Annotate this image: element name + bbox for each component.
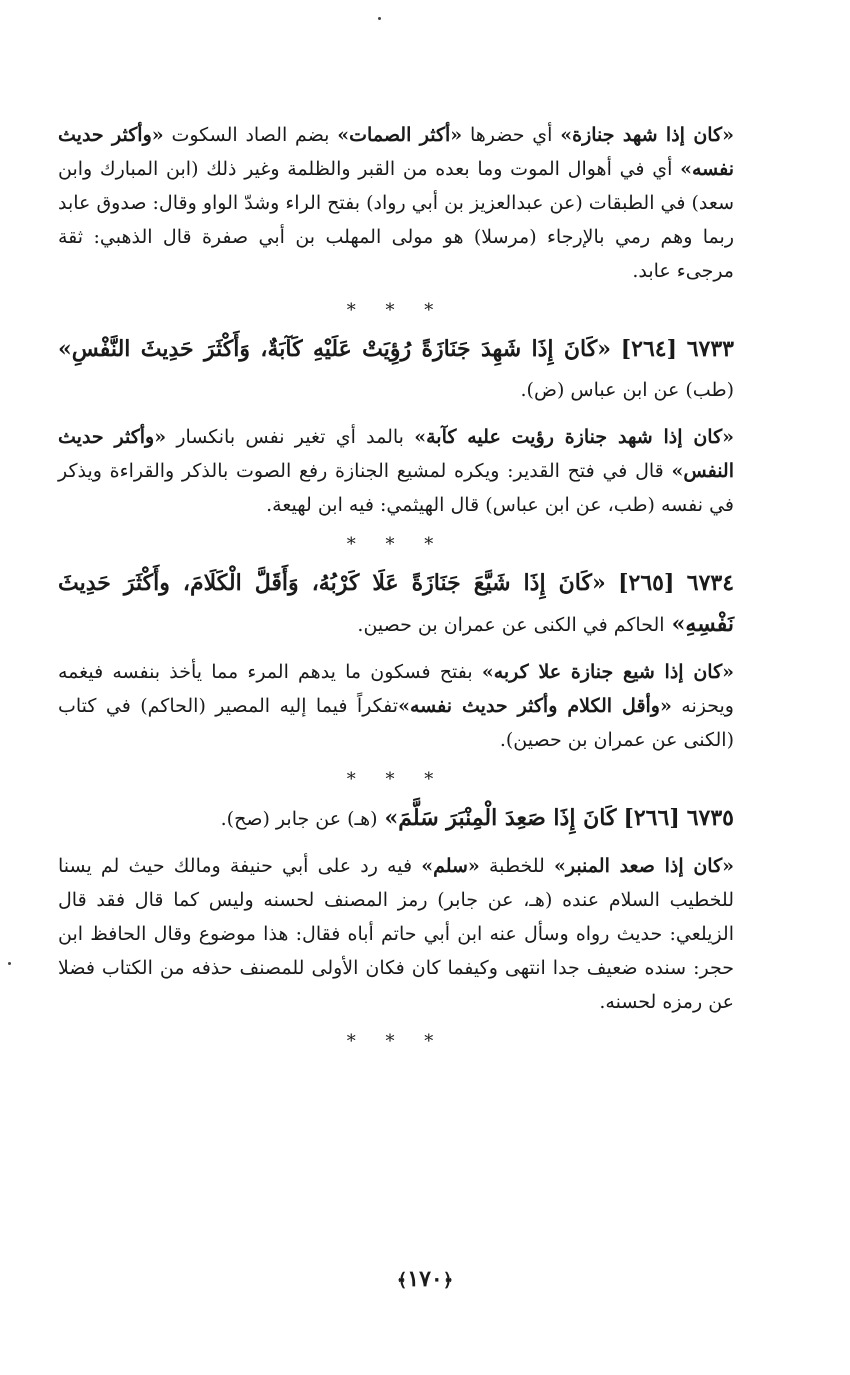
commentary-paragraph: [58, 118, 734, 288]
section-separator: * * *: [346, 300, 446, 321]
section-separator: * * *: [346, 534, 446, 555]
hadith-entry: [58, 798, 734, 839]
commentary-paragraph: [58, 420, 734, 522]
commentary-text: قال في فتح القدير: ويكره لمشيع الجنازة رفع الصوت بالذكر والقراءة ويذكر في نفسه (طب، عن ابن عباس) قال الهيثمي: فيه ابن لهيعة.: [58, 460, 734, 516]
commentary-text: أي حضرها: [462, 124, 561, 146]
folio-number: ١٧٠: [407, 1266, 443, 1292]
commentary-text: تفكراً فيما إليه المصير (الحاكم) في كتاب (الكنى عن عمران بن حصين).: [58, 695, 734, 751]
quoted-hadith-text: «كان إذا شيع جنازة علا كربه»: [481, 661, 734, 683]
hadith-text: «كَانَ إِذَا شَهِدَ جَنَازَةً رُؤِيَتْ عَلَيْهِ كَآبَةٌ، وَأَكْثَرَ حَدِيثَ النَّفْسِ»: [58, 336, 611, 362]
section-separator: * * *: [346, 1031, 446, 1052]
hadith-text: «كَانَ إِذَا شَيَّعَ جَنَازَةً عَلَا كَرْبُهُ، وَأَقَلَّ الْكَلَامَ، وأَكْثَرَ حَدِيثَ نَفْسِهِ»: [58, 570, 734, 637]
quoted-hadith-text: «وأقل الكلام وأكثر حديث نفسه»: [398, 695, 672, 717]
quoted-hadith-text: «وأكثر حديث نفسه»: [58, 124, 734, 180]
hadith-ref: [٢٦٦]: [623, 805, 680, 831]
hadith-source: الحاكم في الكنى عن عمران بن حصين.: [357, 614, 665, 636]
quoted-hadith-text: «أكثر الصمات»: [337, 124, 463, 146]
commentary-text: بضم الصاد السكوت: [163, 124, 338, 146]
folio-ornament-left: ﴿: [442, 1270, 454, 1291]
commentary-text: بفتح فسكون ما يدهم المرء مما يأخذ بنفسه فيغمه ويحزنه: [58, 661, 734, 717]
hadith-source: (هـ) عن جابر (صح).: [220, 808, 378, 830]
commentary-text: بالمد أي تغير نفس بانكسار: [166, 426, 415, 448]
commentary-text: فيه رد على أبي حنيفة ومالك حيث لم يسنا للخطيب السلام عنده (هـ، عن جابر) رمز المصنف لحسنه وليس كما قال فقد قال الزيلعي: حديث رواه وسأل عنه ابن أبي حاتم أباه فقال: هذا موضوع وقال الحافظ ابن حجر: سنده ضعيف جدا انتهى وكيفما كان فكان الأولى للمصنف حذفه من الكتاب فضلا عن رمزه لحسنه.: [58, 855, 734, 1013]
page-body: [58, 118, 734, 1060]
folio-ornament-right: ﴾: [396, 1270, 408, 1291]
hadith-source: (طب) عن ابن عباس (ض).: [520, 379, 734, 401]
scan-speck: [8, 962, 11, 965]
section-separator: * * *: [346, 769, 446, 790]
hadith-ref: [٢٦٤]: [620, 336, 678, 362]
quoted-hadith-text: «كان إذا صعد المنبر»: [553, 855, 734, 877]
hadith-entry: [58, 329, 734, 410]
commentary-paragraph: [58, 849, 734, 1019]
quoted-hadith-text: «وأكثر حديث النفس»: [58, 426, 734, 482]
quoted-hadith-text: «كان إذا شهد جنازة رؤيت عليه كآبة»: [414, 426, 734, 448]
hadith-entry: [58, 563, 734, 645]
commentary-text: للخطبة: [479, 855, 554, 877]
hadith-number: ٦٧٣٣: [686, 336, 734, 362]
hadith-number: ٦٧٣٥: [686, 805, 734, 831]
commentary-paragraph: [58, 655, 734, 757]
quoted-hadith-text: «سلم»: [421, 855, 480, 877]
hadith-ref: [٢٦٥]: [618, 570, 675, 596]
scan-speck: [378, 17, 381, 20]
hadith-number: ٦٧٣٤: [686, 570, 735, 596]
quoted-hadith-text: «كان إذا شهد جنازة»: [560, 124, 734, 146]
commentary-text: أي في أهوال الموت وما بعده من القبر والظلمة وغير ذلك (ابن المبارك وابن سعد) في الطبقات (عن عبدالعزيز بن أبي رواد) بفتح الراء وشدّ الواو وقال: صدوق عابد ربما وهم رمي بالإرجاء (مرسلا) هو مولى المهلب بن أبي صفرة قال الذهبي: ثقة مرجىء عابد.: [58, 158, 734, 282]
page-number: [0, 1266, 850, 1292]
hadith-text: كَانَ إِذَا صَعِدَ الْمِنْبَرَ سَلَّمَ»: [384, 805, 617, 831]
